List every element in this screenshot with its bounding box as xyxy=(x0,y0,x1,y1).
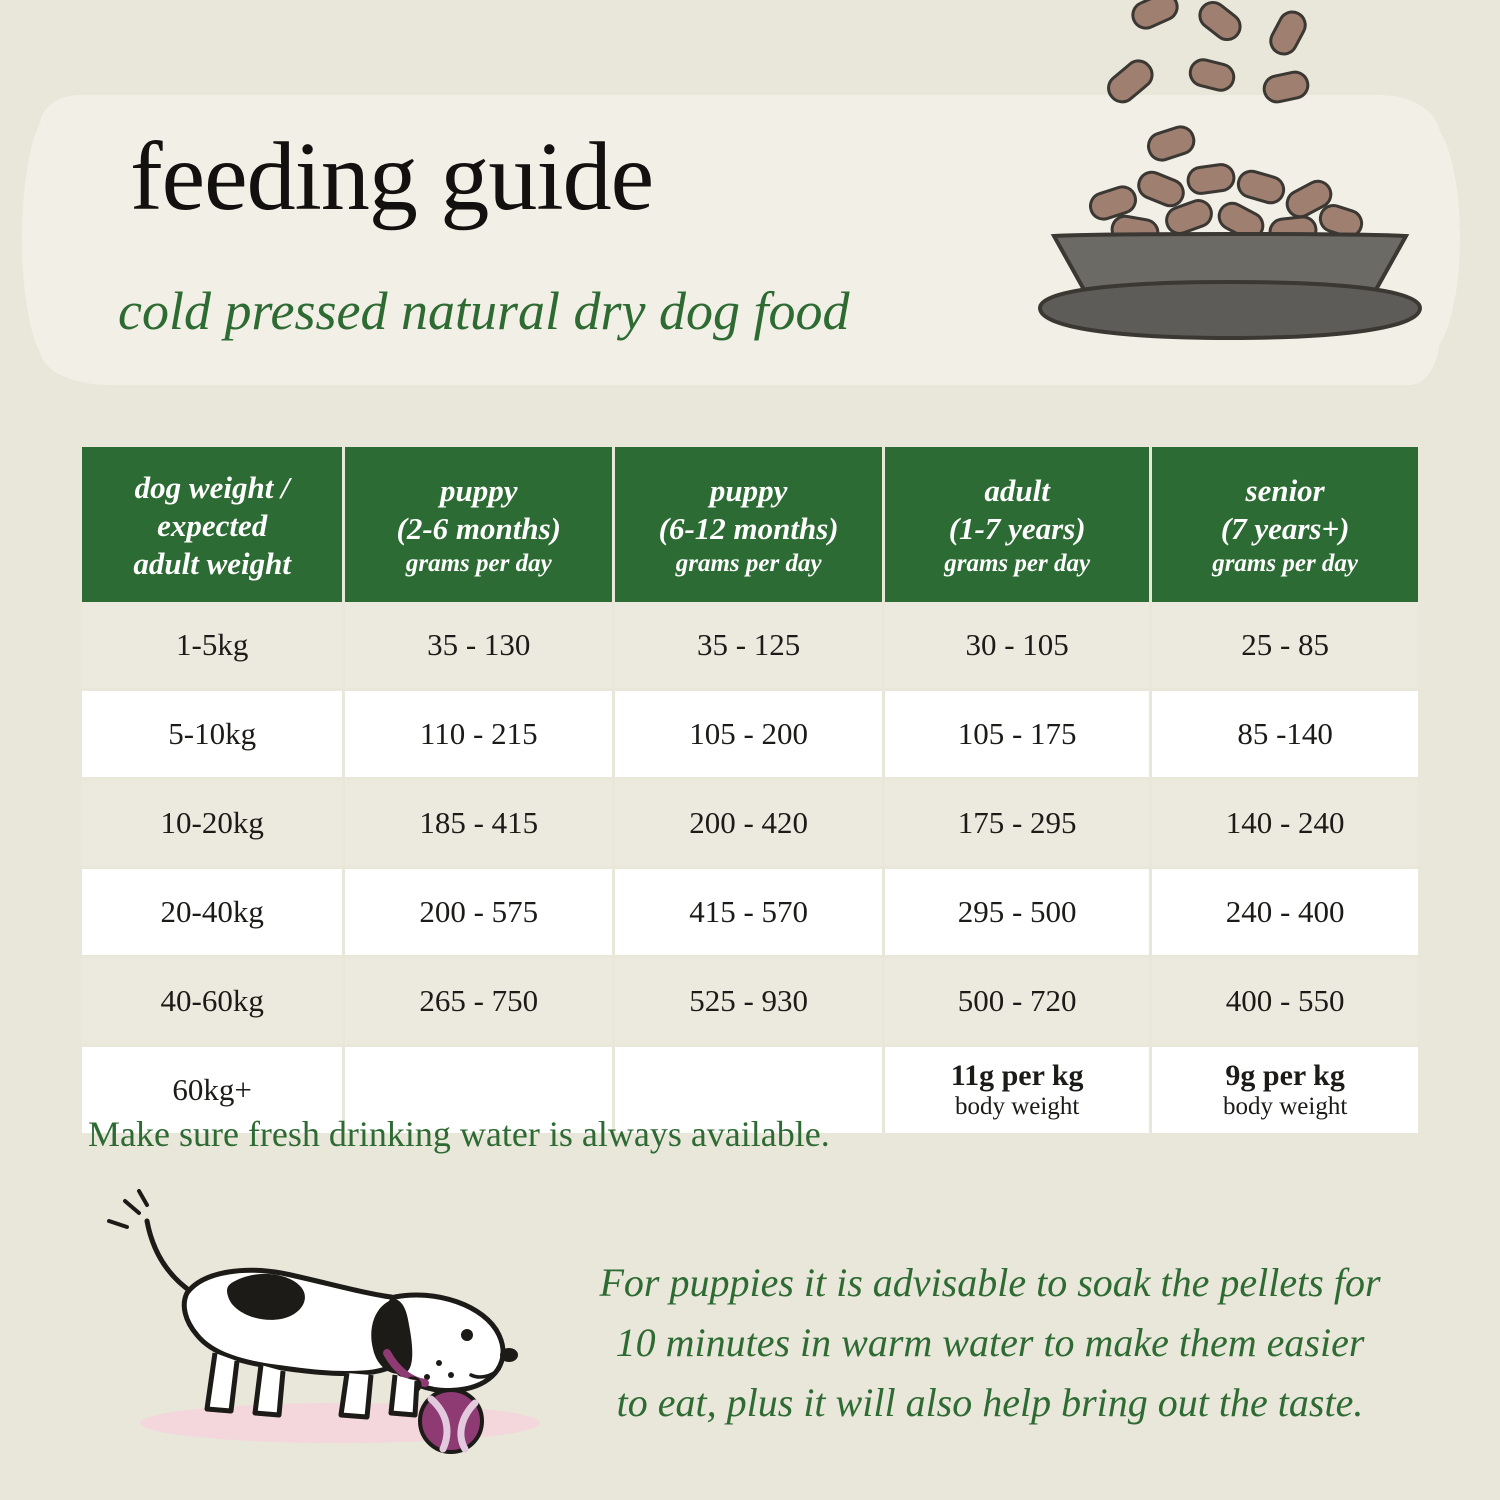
cell-weight: 20-40kg xyxy=(82,868,344,957)
header-line-1: dog weight / xyxy=(134,470,290,505)
footer-note-line-1: For puppies it is advisable to soak the pellets for xyxy=(599,1260,1381,1305)
header-line-1: adult xyxy=(984,473,1050,509)
header-line-2: (2-6 months) xyxy=(396,511,562,547)
cell-senior-unit: body weight xyxy=(1222,1093,1348,1121)
cell-adult: 295 - 500 xyxy=(884,868,1151,957)
cell-puppy-6-12: 415 - 570 xyxy=(614,868,884,957)
table-row xyxy=(82,779,1418,868)
column-header-adult xyxy=(884,447,1151,602)
water-note: Make sure fresh drinking water is always available. xyxy=(88,1114,830,1154)
cell-adult: 30 - 105 xyxy=(884,602,1151,690)
cell-senior: 25 - 85 xyxy=(1151,602,1418,690)
cell-adult: 175 - 295 xyxy=(884,779,1151,868)
table-header-row xyxy=(82,447,1418,602)
header-sub: grams per day xyxy=(944,549,1091,577)
cell-puppy-2-6: 200 - 575 xyxy=(344,868,614,957)
cell-adult-unit: body weight xyxy=(955,1093,1080,1121)
header-line-1: senior xyxy=(1245,473,1325,509)
cell-puppy-2-6: 110 - 215 xyxy=(344,690,614,779)
cell-puppy-2-6: 35 - 130 xyxy=(344,602,614,690)
puppy-with-ball-illustration xyxy=(95,1185,565,1455)
dog-food-bowl-icon xyxy=(1020,0,1440,360)
cell-senior: 240 - 400 xyxy=(1151,868,1418,957)
header-sub: grams per day xyxy=(1212,549,1359,577)
cell-adult xyxy=(884,1046,1151,1135)
column-header-puppy-2-6 xyxy=(344,447,614,602)
page-title: feeding guide xyxy=(130,123,654,231)
header-line-2: (7 years+) xyxy=(1220,511,1350,547)
column-header-dog-weight xyxy=(82,447,344,602)
cell-puppy-6-12: 525 - 930 xyxy=(614,957,884,1046)
cell-senior: 85 -140 xyxy=(1151,690,1418,779)
cell-adult-value: 11g per kg xyxy=(950,1058,1084,1092)
cell-weight: 60kg+ xyxy=(82,1046,344,1135)
page-subtitle: cold pressed natural dry dog food xyxy=(118,281,850,341)
cell-weight: 40-60kg xyxy=(82,957,344,1046)
footer-note-line-2: 10 minutes in warm water to make them easier xyxy=(615,1320,1365,1365)
cell-puppy-6-12: 200 - 420 xyxy=(614,779,884,868)
cell-senior xyxy=(1151,1046,1418,1135)
cell-adult: 500 - 720 xyxy=(884,957,1151,1046)
table-row xyxy=(82,957,1418,1046)
header-sub: grams per day xyxy=(405,549,552,577)
cell-weight: 10-20kg xyxy=(82,779,344,868)
cell-weight: 1-5kg xyxy=(82,602,344,690)
cell-senior-value: 9g per kg xyxy=(1225,1058,1345,1092)
header-line-1: puppy xyxy=(440,473,518,509)
page-header xyxy=(0,0,1500,400)
header-line-2: (6-12 months) xyxy=(658,511,839,547)
cell-puppy-6-12: 35 - 125 xyxy=(614,602,884,690)
footer-note-line-3: to eat, plus it will also help bring out the taste. xyxy=(616,1380,1364,1425)
column-header-senior xyxy=(1151,447,1418,602)
header-line-1: puppy xyxy=(709,473,788,509)
cell-puppy-2-6: 265 - 750 xyxy=(344,957,614,1046)
header-line-2: (1-7 years) xyxy=(948,511,1086,547)
table-row xyxy=(82,868,1418,957)
cell-weight: 5-10kg xyxy=(82,690,344,779)
footer-note xyxy=(540,1253,1440,1433)
table-row xyxy=(82,690,1418,779)
feeding-guide-table xyxy=(82,447,1418,1136)
column-header-puppy-6-12 xyxy=(614,447,884,602)
header-sub: grams per day xyxy=(675,549,822,577)
cell-puppy-6-12: 105 - 200 xyxy=(614,690,884,779)
cell-puppy-2-6: 185 - 415 xyxy=(344,779,614,868)
table-row xyxy=(82,602,1418,690)
header-line-3: adult weight xyxy=(133,545,291,581)
feeding-table-container xyxy=(82,447,1418,1136)
cell-senior: 400 - 550 xyxy=(1151,957,1418,1046)
cell-senior: 140 - 240 xyxy=(1151,779,1418,868)
header-line-2: expected xyxy=(157,507,268,543)
cell-adult: 105 - 175 xyxy=(884,690,1151,779)
